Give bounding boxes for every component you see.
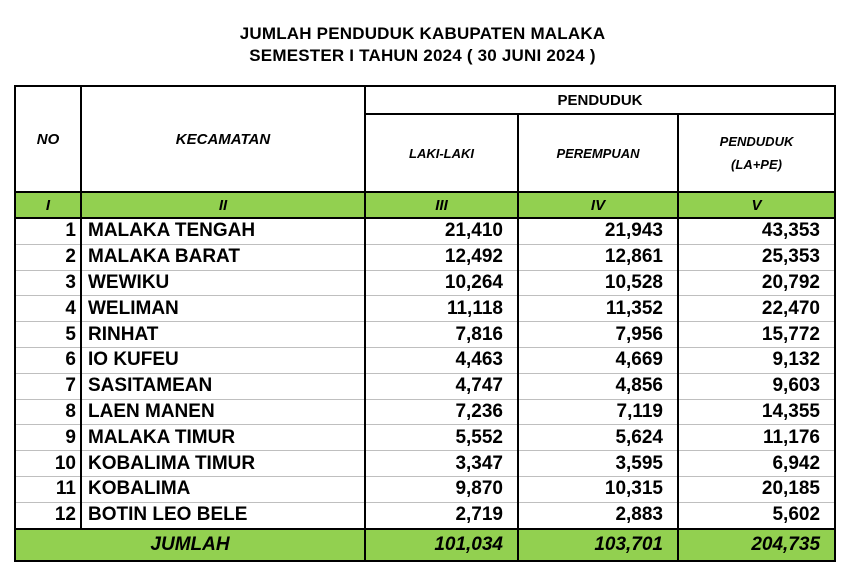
perempuan-value: 7,119	[518, 399, 678, 425]
perempuan-value: 10,528	[518, 270, 678, 296]
row-number: 2	[15, 244, 81, 270]
page-title: JUMLAH PENDUDUK KABUPATEN MALAKA	[239, 24, 606, 43]
table-row	[15, 322, 835, 348]
row-number: 6	[15, 347, 81, 373]
row-number: 8	[15, 399, 81, 425]
perempuan-value: 4,669	[518, 347, 678, 373]
perempuan-value: 4,856	[518, 373, 678, 399]
total-row	[15, 529, 835, 561]
total-perempuan: 103,701	[518, 529, 678, 561]
laki-laki-value: 21,410	[365, 218, 518, 244]
kecamatan-name: SASITAMEAN	[81, 373, 365, 399]
perempuan-value: 10,315	[518, 476, 678, 502]
penduduk-total-value: 43,353	[678, 218, 835, 244]
penduduk-total-value: 11,176	[678, 425, 835, 451]
header-penduduk-total-line1: PENDUDUK	[719, 134, 794, 149]
table-row	[15, 270, 835, 296]
row-number: 10	[15, 451, 81, 477]
penduduk-total-value: 9,132	[678, 347, 835, 373]
roman-cell: IV	[518, 192, 678, 218]
table-row	[15, 399, 835, 425]
laki-laki-value: 4,747	[365, 373, 518, 399]
roman-cell: V	[678, 192, 835, 218]
laki-laki-value: 5,552	[365, 425, 518, 451]
laki-laki-value: 3,347	[365, 451, 518, 477]
total-label: JUMLAH	[15, 529, 365, 561]
laki-laki-value: 10,264	[365, 270, 518, 296]
roman-cell: I	[15, 192, 81, 218]
table-row	[15, 347, 835, 373]
table-row	[15, 373, 835, 399]
kecamatan-name: WELIMAN	[81, 296, 365, 322]
penduduk-total-value: 25,353	[678, 244, 835, 270]
table-row	[15, 476, 835, 502]
table-row	[15, 296, 835, 322]
kecamatan-name: BOTIN LEO BELE	[81, 502, 365, 528]
row-number: 7	[15, 373, 81, 399]
roman-numeral-row	[15, 192, 835, 218]
perempuan-value: 12,861	[518, 244, 678, 270]
laki-laki-value: 7,816	[365, 322, 518, 348]
penduduk-total-value: 9,603	[678, 373, 835, 399]
penduduk-total-value: 20,792	[678, 270, 835, 296]
header-penduduk-total-line2: (LA+PE)	[731, 157, 782, 172]
row-number: 9	[15, 425, 81, 451]
perempuan-value: 7,956	[518, 322, 678, 348]
laki-laki-value: 2,719	[365, 502, 518, 528]
kecamatan-name: KOBALIMA	[81, 476, 365, 502]
header-no: NO	[15, 86, 81, 192]
laki-laki-value: 11,118	[365, 296, 518, 322]
row-number: 5	[15, 322, 81, 348]
row-number: 1	[15, 218, 81, 244]
header-laki-laki: LAKI-LAKI	[365, 114, 518, 192]
perempuan-value: 5,624	[518, 425, 678, 451]
total-laki-laki: 101,034	[365, 529, 518, 561]
perempuan-value: 21,943	[518, 218, 678, 244]
row-number: 12	[15, 502, 81, 528]
penduduk-total-value: 22,470	[678, 296, 835, 322]
perempuan-value: 2,883	[518, 502, 678, 528]
penduduk-total-value: 20,185	[678, 476, 835, 502]
row-number: 11	[15, 476, 81, 502]
kecamatan-name: RINHAT	[81, 322, 365, 348]
perempuan-value: 3,595	[518, 451, 678, 477]
row-number: 4	[15, 296, 81, 322]
table-row	[15, 218, 835, 244]
table-row	[15, 244, 835, 270]
population-table	[14, 85, 836, 562]
table-row	[15, 502, 835, 528]
page-subtitle: SEMESTER I TAHUN 2024 ( 30 JUNI 2024 )	[249, 46, 596, 65]
roman-cell: II	[81, 192, 365, 218]
header-penduduk-group: PENDUDUK	[365, 86, 835, 114]
kecamatan-name: KOBALIMA TIMUR	[81, 451, 365, 477]
table-row	[15, 451, 835, 477]
row-number: 3	[15, 270, 81, 296]
header-kecamatan: KECAMATAN	[81, 86, 365, 192]
table-row	[15, 425, 835, 451]
laki-laki-value: 4,463	[365, 347, 518, 373]
header-perempuan: PEREMPUAN	[518, 114, 678, 192]
perempuan-value: 11,352	[518, 296, 678, 322]
kecamatan-name: WEWIKU	[81, 270, 365, 296]
kecamatan-name: MALAKA TENGAH	[81, 218, 365, 244]
laki-laki-value: 12,492	[365, 244, 518, 270]
kecamatan-name: MALAKA BARAT	[81, 244, 365, 270]
header-penduduk-total	[678, 114, 835, 192]
penduduk-total-value: 14,355	[678, 399, 835, 425]
penduduk-total-value: 6,942	[678, 451, 835, 477]
kecamatan-name: IO KUFEU	[81, 347, 365, 373]
roman-cell: III	[365, 192, 518, 218]
kecamatan-name: LAEN MANEN	[81, 399, 365, 425]
total-penduduk: 204,735	[678, 529, 835, 561]
kecamatan-name: MALAKA TIMUR	[81, 425, 365, 451]
penduduk-total-value: 15,772	[678, 322, 835, 348]
laki-laki-value: 7,236	[365, 399, 518, 425]
laki-laki-value: 9,870	[365, 476, 518, 502]
penduduk-total-value: 5,602	[678, 502, 835, 528]
